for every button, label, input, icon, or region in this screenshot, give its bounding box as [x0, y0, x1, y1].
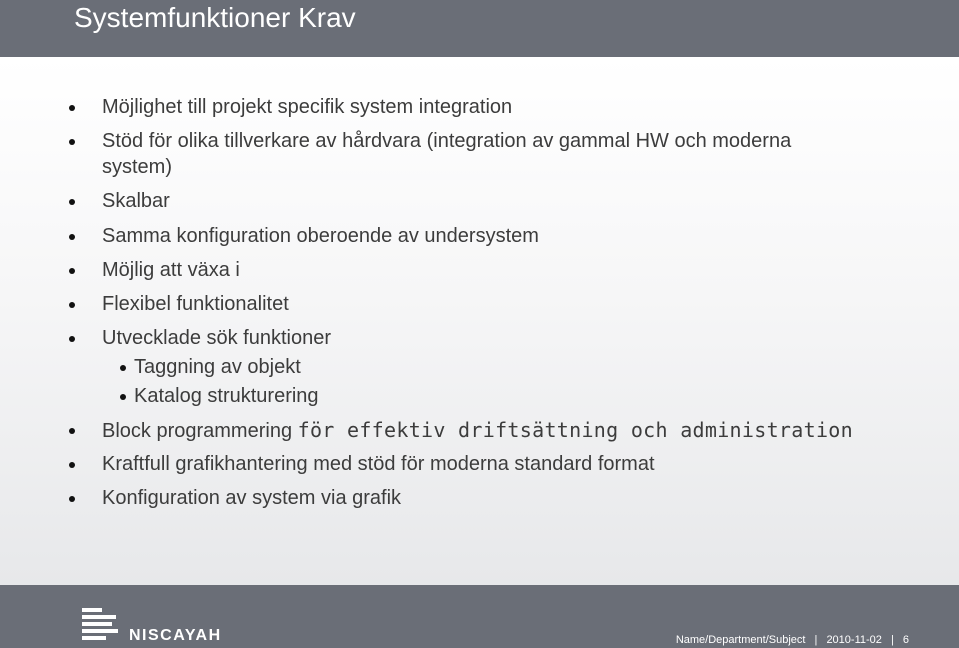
bullet-text-suffix: för effektiv driftsättning och administration: [297, 418, 853, 442]
bullet-item: Konfiguration av system via grafik: [102, 487, 402, 509]
bullet-item-block-programming: [102, 417, 853, 444]
sub-bullet-item: Taggning av objekt: [134, 356, 301, 378]
page-number: 6: [902, 634, 909, 646]
footer-separator: |: [890, 634, 894, 646]
footer-subject: Name/Department/Subject: [675, 634, 806, 646]
footer-meta: [676, 633, 909, 647]
bullet-item: Möjlig att växa i: [102, 259, 240, 281]
bullet-item: Utvecklade sök funktioner: [102, 327, 332, 349]
slide-content: [0, 57, 959, 585]
niscayah-logo-icon: [81, 606, 231, 646]
bullet-item: Skalbar: [102, 190, 170, 212]
bullet-item: Stöd för olika tillverkare av hårdvara (integration av gammal HW och moderna system): [102, 128, 822, 180]
bullet-item: Flexibel funktionalitet: [102, 293, 289, 315]
bullet-item: Möjlighet till projekt specifik system integration: [102, 96, 513, 118]
logo-wordmark: NISCAYAH: [129, 627, 222, 644]
slide-title: Systemfunktioner Krav: [74, 2, 356, 33]
bullet-text-prefix: Block programmering: [102, 420, 298, 442]
slide-header: [0, 0, 959, 57]
bullet-item: Kraftfull grafikhantering med stöd för moderna standard format: [102, 453, 655, 475]
footer-separator: |: [814, 634, 818, 646]
bullet-item: Samma konfiguration oberoende av undersystem: [102, 225, 539, 247]
slide-footer: [0, 585, 959, 648]
footer-date: 2010-11-02: [826, 634, 882, 646]
sub-bullet-item: Katalog strukturering: [134, 385, 319, 407]
